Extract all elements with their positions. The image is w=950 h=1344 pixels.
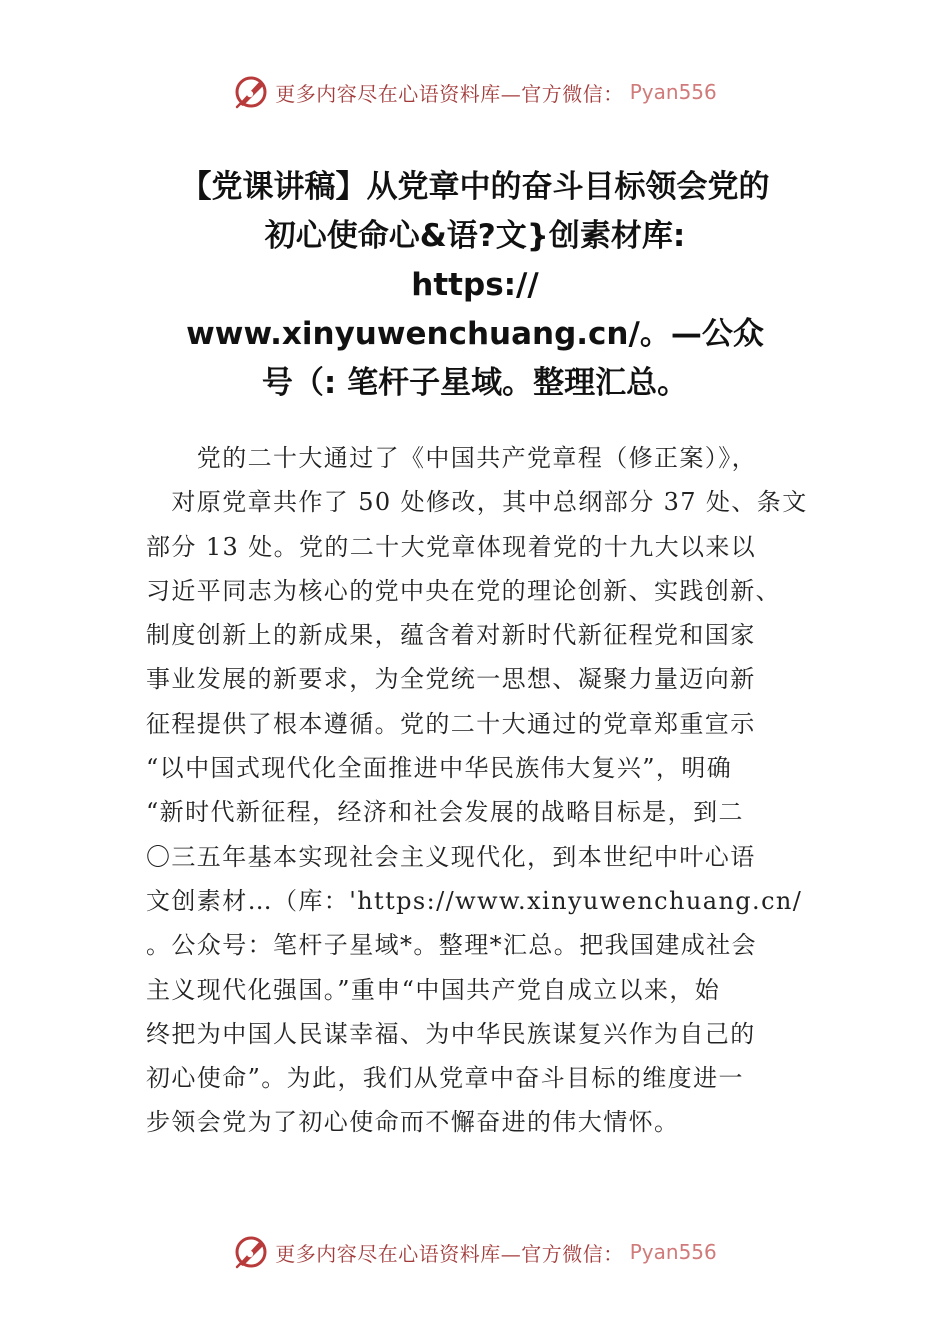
body-line: 初心使命”。为此，我们从党章中奋斗目标的维度进一 (146, 1064, 744, 1093)
body-line: 。公众号：笔杆子星域*。整理*汇总。把我国建成社会 (146, 931, 757, 960)
body-line: 制度创新上的新成果，蕴含着对新时代新征程党和国家 (146, 621, 756, 650)
body-line: 事业发展的新要求，为全党统一思想、凝聚力量迈向新 (146, 665, 756, 694)
body-line: 习近平同志为核心的党中央在党的理论创新、实践创新、 (146, 576, 781, 605)
pen-nib-logo-icon (233, 1234, 269, 1270)
title-line: www.xinyuwenchuang.cn/。—公众 (186, 316, 764, 352)
title-line: 【党课讲稿】从党章中的奋斗目标领会党的 (180, 169, 770, 205)
body-line: 党的二十大通过了《中国共产党章程（修正案）》， (146, 444, 757, 472)
pen-nib-logo-icon (233, 74, 269, 110)
footer-banner-wechat-id: Pyan556 (629, 1240, 717, 1264)
header-banner-text: 更多内容尽在心语资料库—官方微信： (275, 81, 624, 106)
body-line: 征程提供了根本遵循。党的二十大通过的党章郑重宣示 (146, 709, 756, 738)
body-line: 文创素材…（库：'https://www.xinyuwenchuang.cn/ (146, 886, 803, 915)
title-line: 号（: 笔杆子星域。整理汇总。 (261, 365, 689, 401)
body-line: “以中国式现代化全面推进中华民族伟大复兴”，明确 (146, 754, 733, 783)
body-line: 终把为中国人民谋幸福、为中华民族谋复兴作为自己的 (146, 1019, 756, 1048)
body-line: 主义现代化强国。”重申“中国共产党自成立以来，始 (146, 975, 721, 1004)
footer-banner (0, 1230, 950, 1274)
title-line: 初心使命心&语?文}创素材库: (264, 218, 686, 254)
body-line: 〇三五年基本实现社会主义现代化，到本世纪中叶心语 (146, 842, 756, 871)
title-line: https:// (411, 267, 539, 303)
document-title (100, 163, 850, 408)
body-line: 对原党章共作了 50 处修改，其中总纲部分 37 处、条文 (146, 488, 808, 517)
header-banner-wechat-id: Pyan556 (629, 80, 717, 104)
body-paragraph (146, 436, 816, 1145)
body-line: 步领会党为了初心使命而不懈奋进的伟大情怀。 (146, 1108, 680, 1137)
body-line: 部分 13 处。党的二十大党章体现着党的十九大以来以 (146, 532, 757, 561)
header-banner (0, 70, 950, 114)
footer-banner-text: 更多内容尽在心语资料库—官方微信： (275, 1241, 624, 1266)
body-line: “新时代新征程，经济和社会发展的战略目标是，到二 (146, 798, 744, 827)
